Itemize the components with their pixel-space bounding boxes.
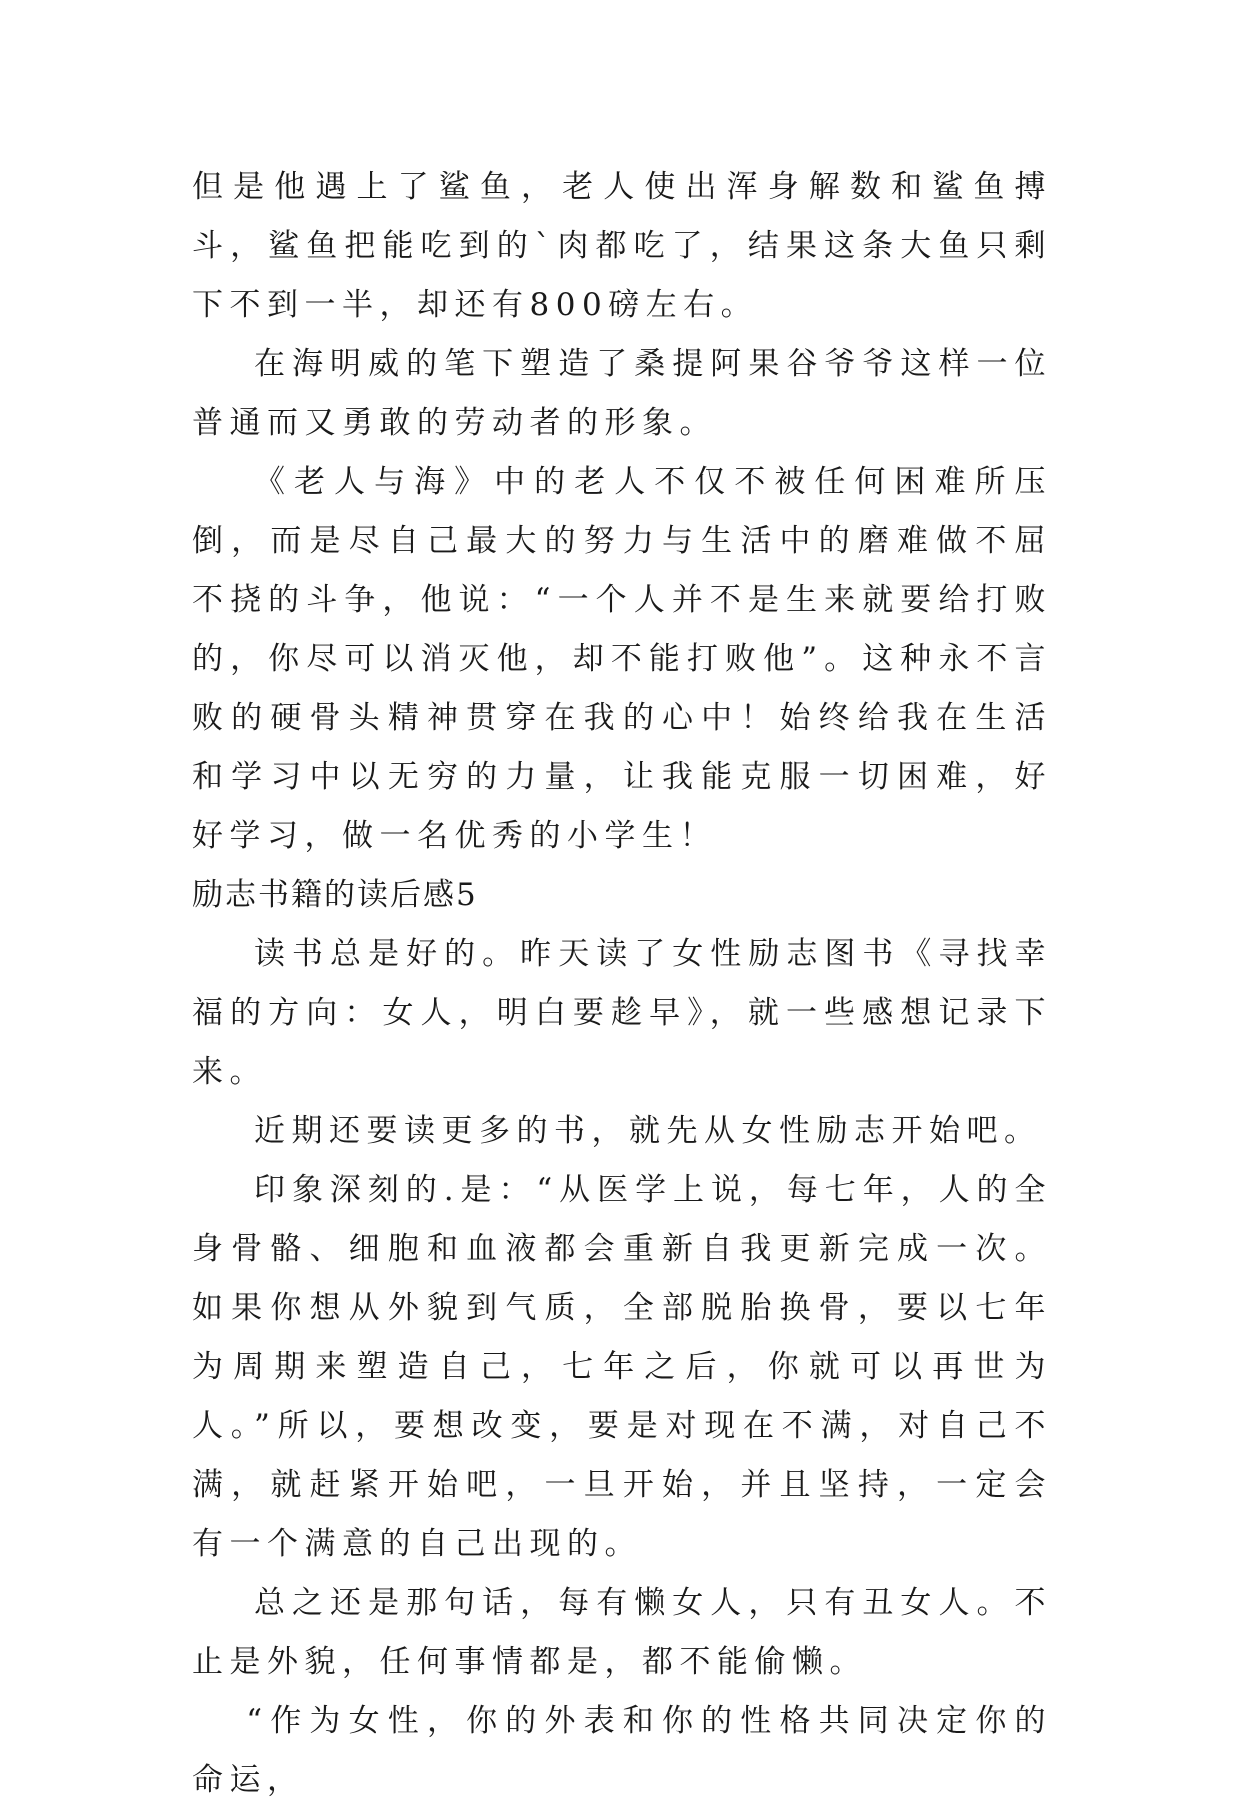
paragraph-hemingway-portrait: 在海明威的笔下塑造了桑提阿果谷爷爷这样一位普通而又勇敢的劳动者的形象。 bbox=[192, 346, 1052, 441]
paragraph-no-lazy: 总之还是那句话，每有懒女人，只有丑女人。不止是外貌，任何事情都是，都不能偷懒。 bbox=[192, 1585, 1052, 1680]
paragraph-reading-plan: 近期还要读更多的书，就先从女性励志开始吧。 bbox=[254, 1113, 1042, 1149]
paragraph-seven-years: 印象深刻的.是：“从医学上说，每七年，人的全身骨骼、细胞和血液都会重新自我更新完成一次。如果你想从外貌到气质，全部脱胎换骨，要以七年为周期来塑造自己，七年之后，你就可以再世为人。”所以，要想改变，要是对现在不满，对自己不满，就赶紧开始吧，一旦开始，并且坚持，一定会有一个满意的自己出现的。 bbox=[192, 1172, 1052, 1562]
section-heading: 励志书籍的读后感5 bbox=[192, 877, 478, 913]
paragraph-appearance-quote: “作为女性，你的外表和你的性格共同决定你的命运， bbox=[192, 1703, 1052, 1798]
paragraph-old-man-spirit: 《老人与海》中的老人不仅不被任何困难所压倒，而是尽自己最大的努力与生活中的磨难做不屈不挠的斗争，他说：“一个人并不是生来就要给打败的，你尽可以消灭他，却不能打败他”。这种永不言败的硬骨头精神贯穿在我的心中！始终给我在生活和学习中以无穷的力量，让我能克服一切困难，好好学习，做一名优秀的小学生！ bbox=[192, 464, 1052, 854]
paragraph-shark-fight: 但是他遇上了鲨鱼，老人使出浑身解数和鲨鱼搏斗，鲨鱼把能吃到的`肉都吃了，结果这条大鱼只剩下不到一半，却还有800磅左右。 bbox=[192, 169, 1052, 323]
paragraph-reading-intro: 读书总是好的。昨天读了女性励志图书《寻找幸福的方向：女人，明白要趁早》，就一些感想记录下来。 bbox=[192, 936, 1052, 1090]
document-body bbox=[192, 158, 1052, 1810]
